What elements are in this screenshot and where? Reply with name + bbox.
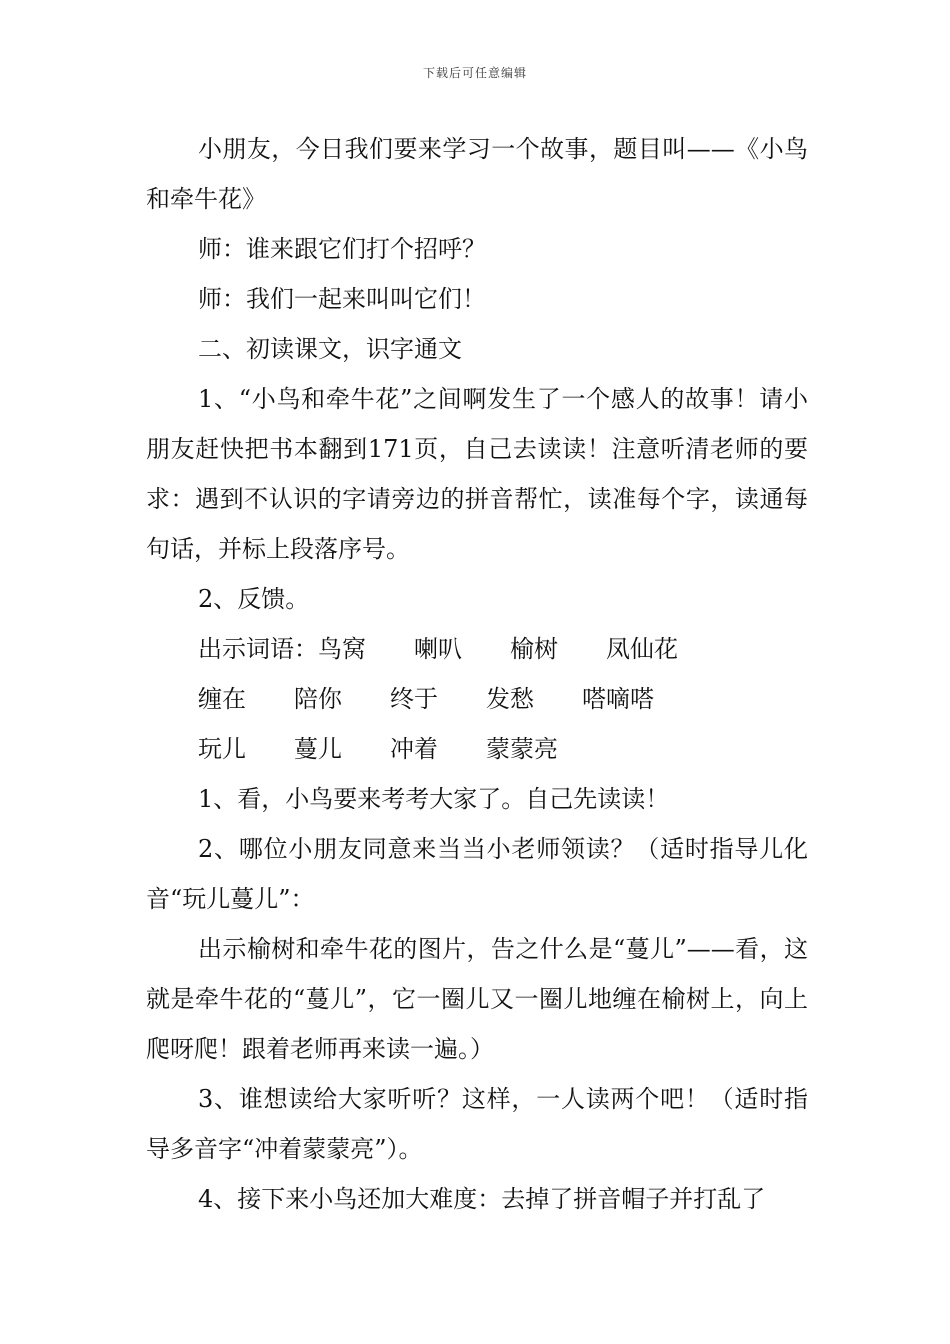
vocab-word: 嗒嘀嗒 — [582, 685, 654, 713]
vocab-word: 蔓儿 — [294, 735, 342, 763]
paragraph-activity-1: 1、看，小鸟要来考考大家了。自己先读读！ — [198, 785, 670, 813]
paragraph-intro: 小朋友，今日我们要来学习一个故事，题目叫——《小鸟和牵牛花》 — [146, 135, 808, 213]
vocab-word: 发愁 — [486, 685, 534, 713]
paragraph-teacher-call: 师：我们一起来叫叫它们！ — [198, 285, 486, 313]
page-header: 下载后可任意编辑 — [422, 66, 527, 80]
paragraph-image-explanation: 出示榆树和牵牛花的图片，告之什么是“蔓儿”——看，这就是牵牛花的“蔓儿”，它一圈儿又一圈儿地缠在榆树上，向上爬呀爬！跟着老师再来读一遍。） — [146, 935, 808, 1063]
vocab-row-2 — [146, 674, 808, 724]
vocab-word: 凤仙花 — [606, 635, 678, 663]
vocab-word: 榆树 — [510, 635, 558, 663]
vocab-row-3 — [146, 724, 808, 774]
vocab-word: 出示词语：鸟窝 — [198, 635, 366, 663]
vocab-word: 陪你 — [294, 685, 342, 713]
section-heading: 二、初读课文，识字通文 — [198, 335, 462, 363]
vocab-word: 冲着 — [390, 735, 438, 763]
paragraph-activity-2: 2、哪位小朋友同意来当当小老师领读？（适时指导儿化音“玩儿蔓儿”： — [146, 835, 808, 913]
vocab-word: 终于 — [390, 685, 438, 713]
paragraph-teacher-greeting: 师：谁来跟它们打个招呼？ — [198, 235, 486, 263]
paragraph-activity-3: 3、谁想读给大家听听？这样，一人读两个吧！（适时指导多音字“冲着蒙蒙亮”）。 — [146, 1085, 808, 1163]
vocab-row-1 — [146, 624, 808, 674]
vocab-word: 玩儿 — [198, 735, 246, 763]
paragraph-step-2: 2、反馈。 — [198, 585, 310, 613]
document-body — [146, 124, 808, 1224]
paragraph-step-1: 1、“小鸟和牵牛花”之间啊发生了一个感人的故事！请小朋友赶快把书本翻到171页，自己去读读！注意听清老师的要求：遇到不认识的字请旁边的拼音帮忙，读准每个字，读通每句话，并标上段落序号。 — [146, 385, 808, 563]
paragraph-activity-4: 4、接下来小鸟还加大难度：去掉了拼音帽子并打乱了 — [198, 1185, 766, 1213]
vocab-word: 蒙蒙亮 — [486, 735, 558, 763]
vocab-word: 喇叭 — [414, 635, 462, 663]
vocab-word: 缠在 — [198, 685, 246, 713]
